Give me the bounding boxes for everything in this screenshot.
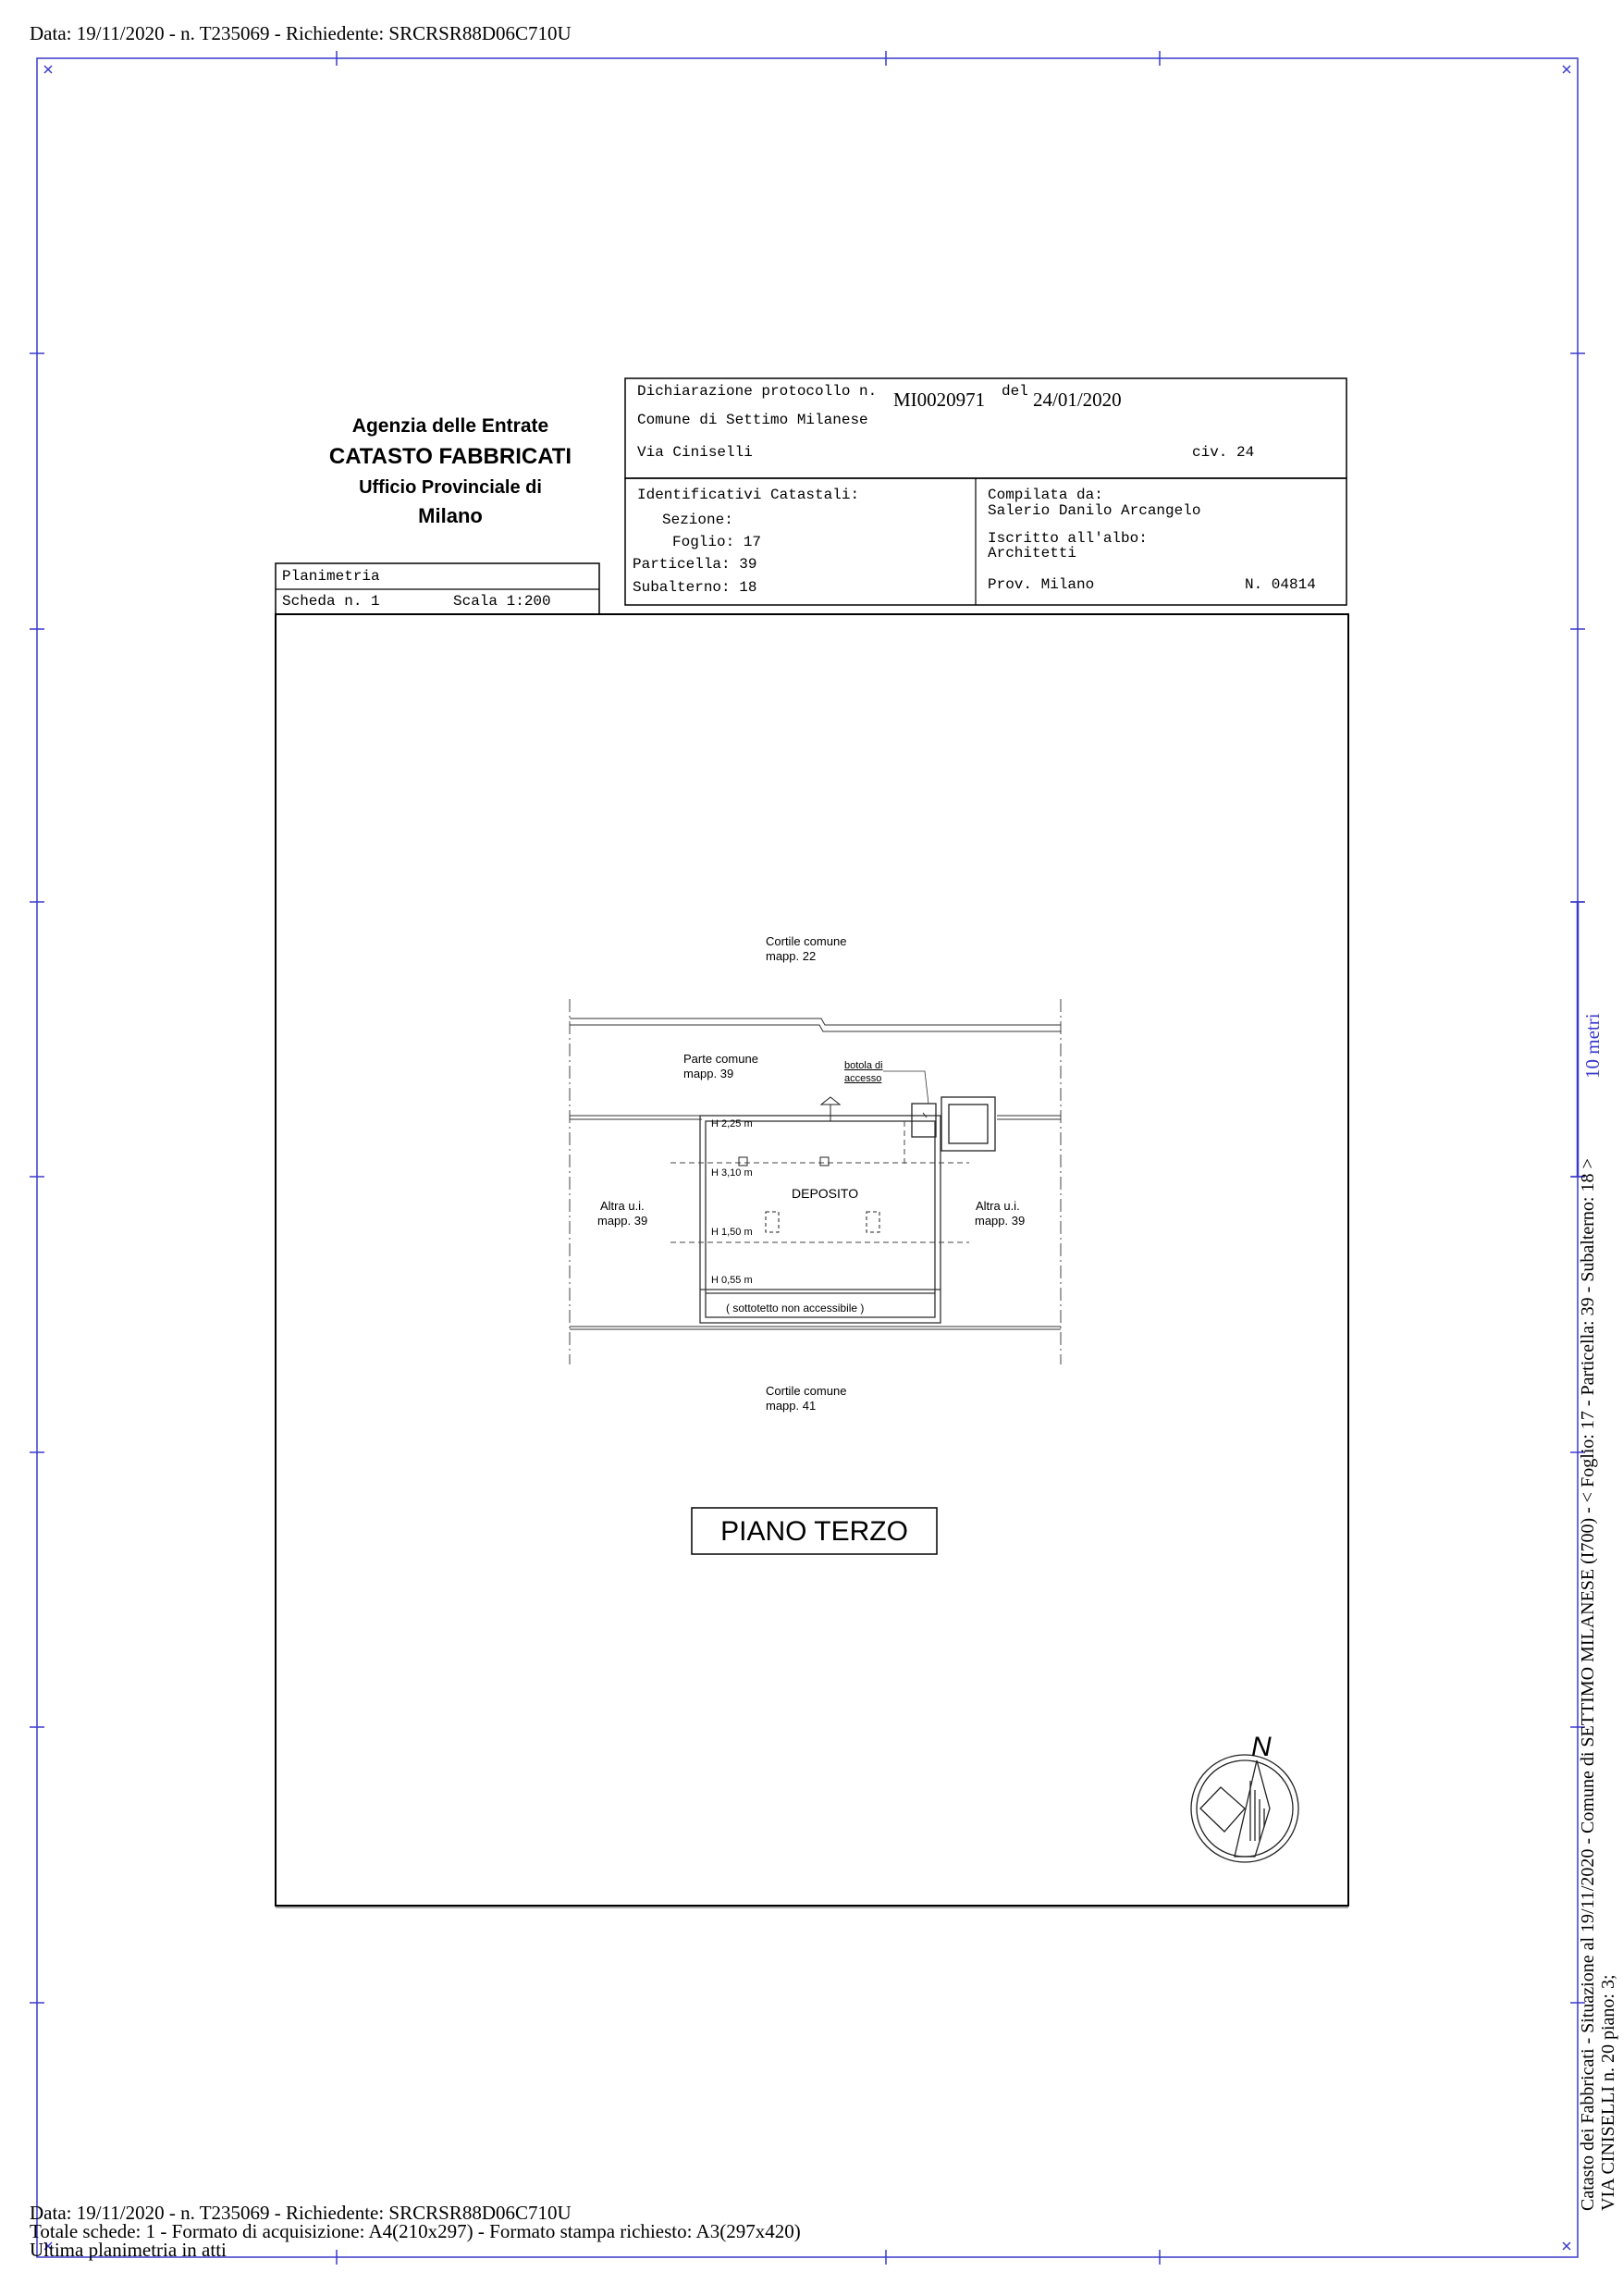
altra-ui-left-line2: mapp. 39 [597, 1214, 648, 1228]
identifiers-title: Identificativi Catastali: [637, 487, 860, 503]
parte-comune-line1: Parte comune [683, 1052, 758, 1066]
comune: Comune di Settimo Milanese [637, 412, 868, 428]
albo-label: Iscritto all'albo: [988, 530, 1148, 547]
altra-ui-right-line1: Altra u.i. [976, 1199, 1020, 1213]
del-label: del [1002, 383, 1028, 400]
catasto-title: CATASTO FABBRICATI [328, 444, 572, 469]
botola-line1: botola di [844, 1060, 883, 1071]
declaration-date: 24/01/2020 [1033, 389, 1122, 411]
scheda: Scheda n. 1 [282, 593, 380, 610]
height-225: H 2,25 m [711, 1118, 753, 1129]
via: Via Ciniselli [637, 444, 753, 461]
cortile-top-line2: mapp. 22 [766, 949, 817, 963]
cortile-bottom-line2: mapp. 41 [766, 1399, 817, 1413]
north-arrow-icon: N [1251, 1732, 1272, 1762]
protocol-label: Dichiarazione protocollo n. [637, 383, 878, 400]
cortile-top-line1: Cortile comune [766, 934, 847, 948]
side-line1: Catasto dei Fabbricati - Situazione al 19/11/2020 - Comune di SETTIMO MILANESE (I700) - < Foglio: 17 - Particella: 39 - Subalterno: 18 > [1578, 1158, 1598, 2211]
header-request-info: Data: 19/11/2020 - n. T235069 - Richiedente: SRCRSR88D06C710U [30, 22, 572, 44]
prov: Prov. Milano [988, 576, 1095, 593]
height-055: H 0,55 m [711, 1275, 753, 1286]
sezione: Sezione: [662, 512, 733, 528]
altra-ui-right-line2: mapp. 39 [975, 1214, 1026, 1228]
office-city: Milano [418, 504, 483, 527]
side-cadastral-info [1578, 1158, 1618, 2211]
parte-comune-line2: mapp. 39 [683, 1067, 734, 1080]
height-150: H 1,50 m [711, 1227, 753, 1238]
footer-line3: Ultima planimetria in atti [30, 2239, 227, 2261]
scale-bar-label: 10 metri [1581, 1013, 1604, 1079]
foglio: Foglio: 17 [672, 534, 762, 550]
footer-line1: Data: 19/11/2020 - n. T235069 - Richiedente: SRCRSR88D06C710U [30, 2202, 572, 2224]
particella: Particella: 39 [633, 556, 757, 573]
scala: Scala 1:200 [453, 593, 551, 610]
height-310: H 3,10 m [711, 1167, 753, 1179]
side-line2: VIA CINISELLI n. 20 piano: 3; [1598, 1974, 1618, 2211]
office-label: Ufficio Provinciale di [359, 477, 542, 498]
altra-ui-left-line1: Altra u.i. [600, 1199, 645, 1213]
protocol-number: MI0020971 [893, 389, 986, 411]
compiler-name: Salerio Danilo Arcangelo [988, 502, 1201, 519]
compiled-label: Compilata da: [988, 487, 1103, 503]
prov-number: N. 04814 [1245, 576, 1316, 593]
botola-line2: accesso [844, 1073, 882, 1084]
subalterno: Subalterno: 18 [633, 579, 757, 596]
sottotetto-note: ( sottotetto non accessibile ) [726, 1302, 865, 1315]
albo-value: Architetti [988, 545, 1077, 562]
room-deposito: DEPOSITO [792, 1186, 859, 1201]
footer-line2: Totale schede: 1 - Formato di acquisizione: A4(210x297) - Formato stampa richiesto: A3(297x420) [30, 2220, 801, 2242]
sheet-title: Planimetria [282, 568, 380, 585]
floor-label: PIANO TERZO [720, 1516, 908, 1547]
cortile-bottom-line1: Cortile comune [766, 1384, 847, 1398]
civico: civ. 24 [1192, 444, 1255, 461]
agency-name: Agenzia delle Entrate [351, 415, 549, 437]
